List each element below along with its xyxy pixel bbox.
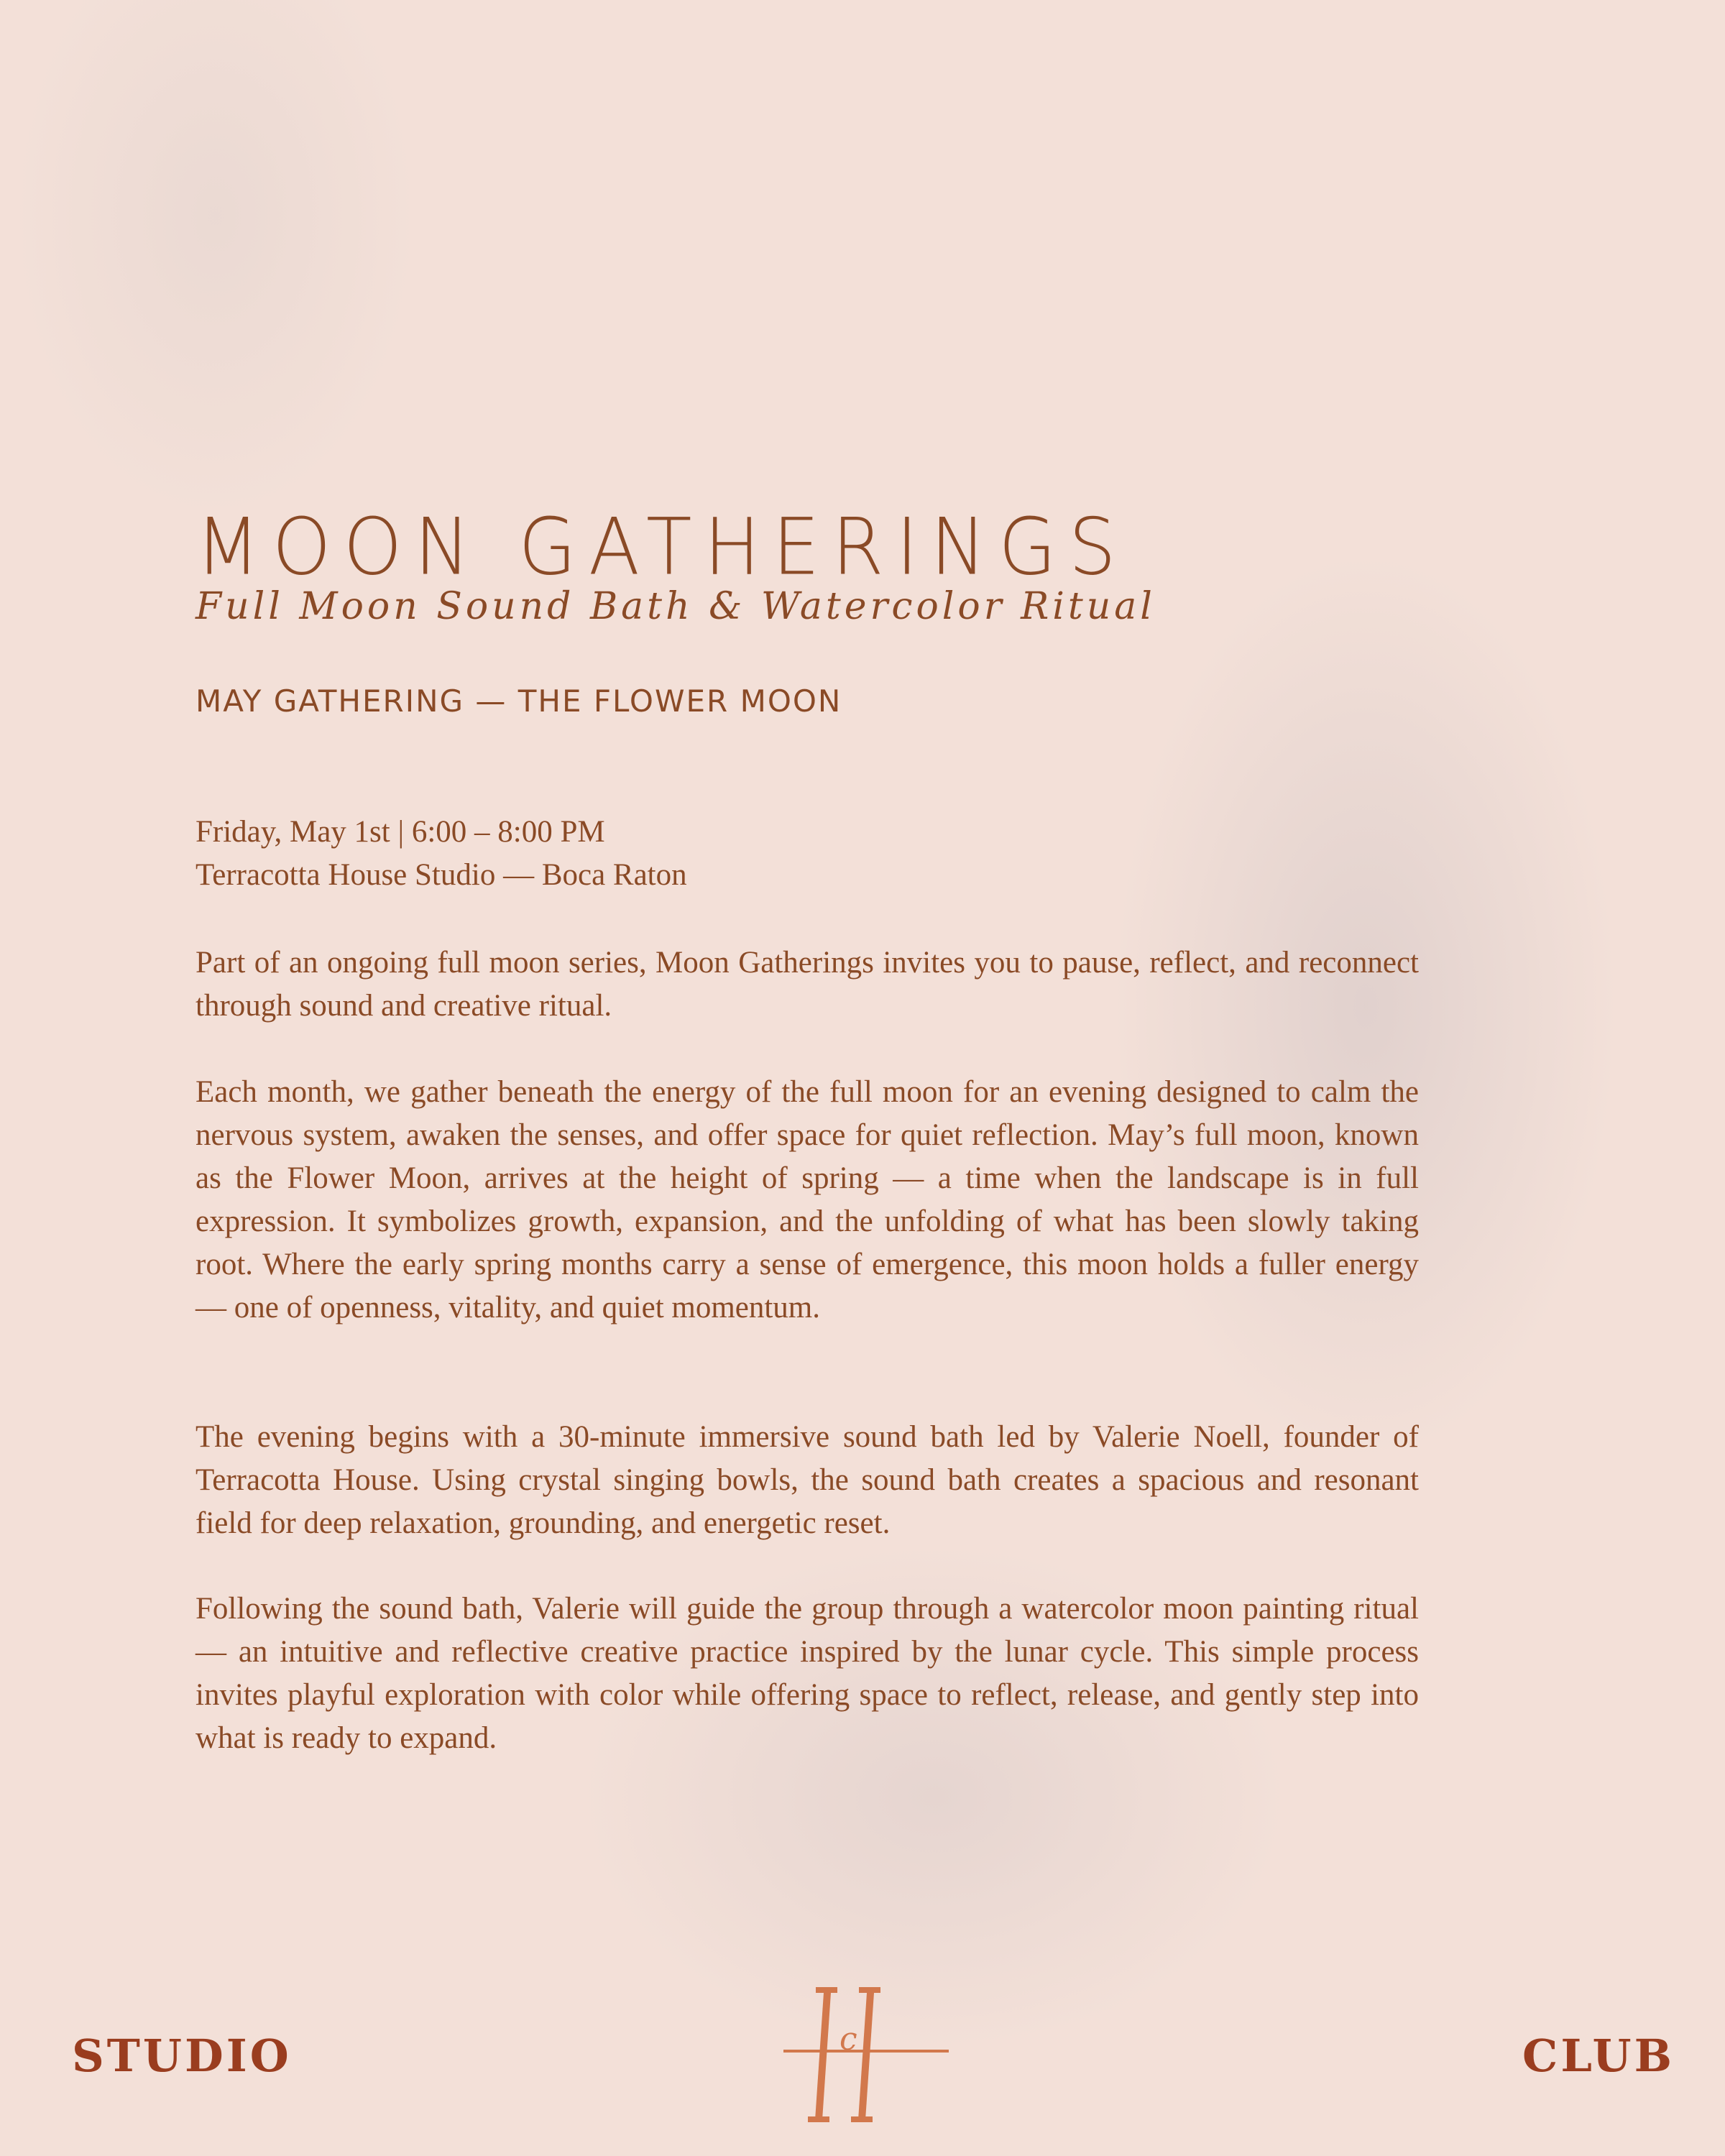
watercolor-paragraph xyxy=(196,1588,1419,1760)
page-title: MOON GATHERINGS xyxy=(196,500,1128,593)
sound-bath-paragraph xyxy=(196,1416,1419,1545)
event-location: Terracotta House Studio — Boca Raton xyxy=(196,858,687,892)
paragraph: Part of an ongoing full moon series, Moon Gatherings invites you to pause, reflect, and reconnect through sound and creative ritual. xyxy=(196,946,1419,1023)
page-subtitle: Full Moon Sound Bath & Watercolor Ritual xyxy=(196,585,1156,628)
event-datetime: Friday, May 1st | 6:00 – 8:00 PM xyxy=(196,815,605,849)
event-details xyxy=(196,811,1419,897)
intro-paragraph xyxy=(196,941,1419,1028)
svg-text:c: c xyxy=(840,2021,857,2058)
footer-club-label: CLUB xyxy=(1522,2030,1675,2082)
footer-studio-label: STUDIO xyxy=(72,2030,292,2082)
monogram-logo-icon xyxy=(776,1984,963,2127)
paragraph: Following the sound bath, Valerie will guide the group through a watercolor moon painting ritual — an intuitive and reflective creative practice inspired by the lunar cycle. This simple process invites playful exploration with color while offering space to reflect, release, and gently step into what is ready to expand. xyxy=(196,1592,1419,1755)
paragraph: The evening begins with a 30-minute immersive sound bath led by Valerie Noell, founder of Terracotta House. Using crystal singing bowls, the sound bath creates a spacious and resonant field for deep relaxation, grounding, and energetic reset. xyxy=(196,1420,1419,1540)
paragraph: Each month, we gather beneath the energy of the full moon for an evening designed to calm the nervous system, awaken the senses, and offer space for quiet reflection. May’s full moon, known as the Flower Moon, arrives at the height of spring — a time when the landscape is in full expression. It symbolizes growth, expansion, and the unfolding of what has been slowly taking root. Where the early spring months carry a sense of emergence, this moon holds a fuller energy — one of openness, vitality, and quiet momentum. xyxy=(196,1075,1419,1325)
gathering-kicker: MAY GATHERING — THE FLOWER MOON xyxy=(196,683,842,719)
description-paragraph xyxy=(196,1071,1419,1330)
